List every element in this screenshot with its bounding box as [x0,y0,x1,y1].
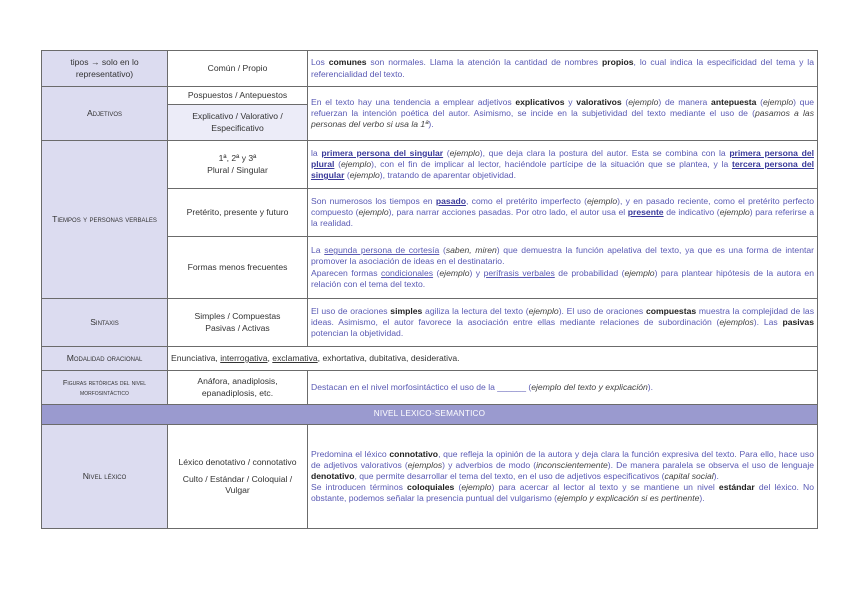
italic-example: pasamos a las personas del verbo si usa la 1ª [311,107,814,130]
description-modalidad [168,347,818,371]
bold-underlined-term: presente [627,206,664,217]
row-tipos [42,51,818,87]
numero-line: Plural / Singular [207,164,268,175]
text: ). [428,119,434,130]
italic-example: ejemplo [624,267,655,278]
subcategory-personas [168,141,308,189]
text: de indicativo ( [663,206,720,217]
bold-term: denotativo [311,470,355,481]
underlined-term: perífrasis verbales [483,267,555,278]
text: agiliza la lectura del texto ( [422,305,529,316]
text: En el texto hay una tendencia a emplear adjetivos [311,96,516,107]
underlined-term: interrogativa [220,352,268,363]
text: La [311,245,325,256]
italic-example: ejemplo del texto y explicación [531,381,648,392]
italic-example: ejemplo [461,482,492,493]
culto-estandar-line: Culto / Estándar / Coloquial / Vulgar [182,473,293,496]
text: , exhortativa, dubitativa, desiderativa. [317,352,460,363]
text: ) para plantear hipótesis de la autora en relación con el tema del texto. [311,267,814,289]
underlined-term: condicionales [380,267,434,278]
description-tiempos [308,189,818,237]
description-personas [308,141,818,189]
category-figuras-retoricas: Figuras retóricas del nivel morfosintáctico [42,371,168,405]
text: ( [454,482,462,493]
text: ) y adverbios de modo ( [442,459,537,470]
text: potencian la objetividad. [311,328,404,339]
subcategory-preterito-presente-futuro: Pretérito, presente y futuro [168,189,308,237]
italic-example: ejemplo y explicación si es pertinente [557,493,700,504]
description-tipos [308,51,818,87]
text: Predomina el léxico [311,448,390,459]
text: y [564,96,577,107]
row-section-lexico-semantico [42,405,818,425]
italic-example: ejemplo [449,147,480,158]
bold-term: simples [390,305,423,316]
category-tipos: tipos → solo en lo representativo) [42,51,168,87]
bold-term: propios [602,57,634,68]
subcategory-simples-compuestas [168,299,308,347]
description-lexico [308,425,818,529]
underlined-term: exclamativa [272,352,318,363]
personas-line: 1ª, 2ª y 3ª [218,153,257,164]
description-adjetivos [308,87,818,141]
bold-underlined-term: primera persona del plural [311,147,814,169]
italic-example: ejemplo [439,267,470,278]
italic-example: ejemplo [719,206,750,217]
text: ( [433,267,440,278]
text: Son numerosos los tiempos en [311,195,436,206]
analysis-table [41,50,818,529]
text: ). De manera paralela se observa el uso de lenguaje [607,459,815,470]
pasivas-activas-line: Pasivas / Activas [205,322,270,333]
row-lexico [42,425,818,529]
text: ) para acercar al lector al texto y se mantiene un nivel [491,482,719,493]
text: Se introducen términos [311,482,408,493]
text: ), y en pasado reciente, como el pretérito perfecto compuesto ( [311,195,814,217]
text: muestra la complejidad de las ideas. Asimismo, el autor favorece la asociación entre ellas mediante relaciones de subordinación ( [311,305,814,327]
bold-term: antepuesta [711,96,757,107]
text: ). Las [753,316,783,327]
text: Destacan en el nivel morfosintáctico el uso de la ______ ( [311,381,532,392]
text: ) para referirse a la realidad. [311,206,814,229]
underlined-term: segunda persona de cortesía [324,245,440,256]
text: Los [311,57,329,68]
bold-term: pasivas [782,316,814,327]
text: ), con el fin de implicar al lector, haciéndole partícipe de la situación que se plantea, y la [371,158,732,169]
italic-example: ejemplos [719,316,754,327]
italic-example: ejemplos [407,459,443,470]
italic-example: capital social [664,470,714,481]
text: , lo cual indica la especificidad del tema y la referencialidad del texto. [311,57,814,79]
category-sintaxis: Sintaxis [42,299,168,347]
italic-example: ejemplo [358,206,389,217]
text: Aparecen formas [311,267,381,278]
text: ). El uso de oraciones [558,305,646,316]
bold-term: coloquiales [407,482,455,493]
simples-compuestas-line: Simples / Compuestas [194,311,281,322]
bold-underlined-term: pasado [435,195,466,206]
text: , que refleja la opinión de la autora y deja clara la función expresiva del texto. Para ello, hace uso de adjetivos valorativos ( [311,448,814,470]
subcategory-anafora: Anáfora, anadiplosis, epanadiplosis, etc. [168,371,308,405]
description-figuras [308,371,818,405]
subcategory-lexico [168,425,308,529]
italic-example: ejemplo [528,305,559,316]
subcategory-comun-propio: Común / Propio [168,51,308,87]
text: ). [647,381,654,392]
row-modalidad [42,347,818,371]
bold-term: connotativo [389,448,439,459]
bold-term: compuestas [645,305,697,316]
category-adjetivos: Adjetivos [42,87,168,141]
category-tiempos-personas: Tiempos y personas verbales [42,141,168,299]
bold-term: explicativos [515,96,565,107]
subcategory-pospuestos-antepuestos: Pospuestos / Antepuestos [168,87,308,105]
bold-term: comunes [328,57,367,68]
text: ( [756,96,763,107]
text: ( [334,158,342,169]
italic-example: ejemplo [628,96,659,107]
text: ( [621,96,629,107]
italic-example: inconscientemente [536,459,608,470]
bold-term: valorativos [576,96,622,107]
text: ( [439,245,446,256]
italic-example: ejemplo [341,158,372,169]
text: del léxico. No obstante, podemos señalar la presencia puntual del vulgarismo ( [311,482,815,504]
text: , que permite desarrollar el tema del texto, en el uso de adjetivos especificativos ( [354,470,665,481]
description-formas [308,237,818,299]
bold-term: estándar [718,482,755,493]
subcategory-explicativo-valorativo: Explicativo / Valorativo / Especificativo [168,105,308,141]
text: Enunciativa, [171,352,221,363]
text: , [267,352,273,363]
text: ( [344,170,350,181]
text: ), que deja clara la postura del autor. Esta se combina con la [479,147,730,158]
italic-example: ejemplo [763,96,794,107]
italic-example: saben, miren [445,245,497,256]
text: ) de manera [658,96,712,107]
row-sintaxis [42,299,818,347]
text: la [311,147,322,158]
bold-underlined-term: primera persona del singular [321,147,444,158]
row-adjetivos-a [42,87,818,105]
row-figuras [42,371,818,405]
text: ( [443,147,450,158]
text: son normales. Llama la atención la cantidad de nombres [366,57,603,68]
denotativo-connotativo-line: Léxico denotativo / connotativo [178,456,297,467]
row-personas [42,141,818,189]
text: ) que refuerzan la intención poética del autor. Asimismo, se incide en la subjetividad del texto mediante el uso de ( [311,96,815,118]
section-header: NIVEL LEXICO-SEMANTICO [42,405,818,425]
bold-underlined-term: tercera persona del singular [311,158,815,181]
text: ). [699,493,705,504]
category-nivel-lexico: Nivel léxico [42,425,168,529]
subcategory-formas-menos-frecuentes: Formas menos frecuentes [168,237,308,299]
italic-example: ejemplo [587,195,618,206]
text: El uso de oraciones [311,305,391,316]
category-modalidad-oracional: Modalidad oracional [42,347,168,371]
text: ) y [469,267,484,278]
text: ) que demuestra la función apelativa del texto, ya que es una forma de intentar promover la asociación de ideas en el destinatario. [311,245,814,267]
description-sintaxis [308,299,818,347]
text: de probabilidad ( [554,267,625,278]
text: , como el pretérito imperfecto ( [465,195,588,206]
text: ), tratando de aparentar objetividad. [379,170,516,181]
italic-example: ejemplo [349,170,380,181]
text: ). [713,470,719,481]
text: ), para narrar acciones pasadas. Por otro lado, el autor usa el [388,206,628,217]
